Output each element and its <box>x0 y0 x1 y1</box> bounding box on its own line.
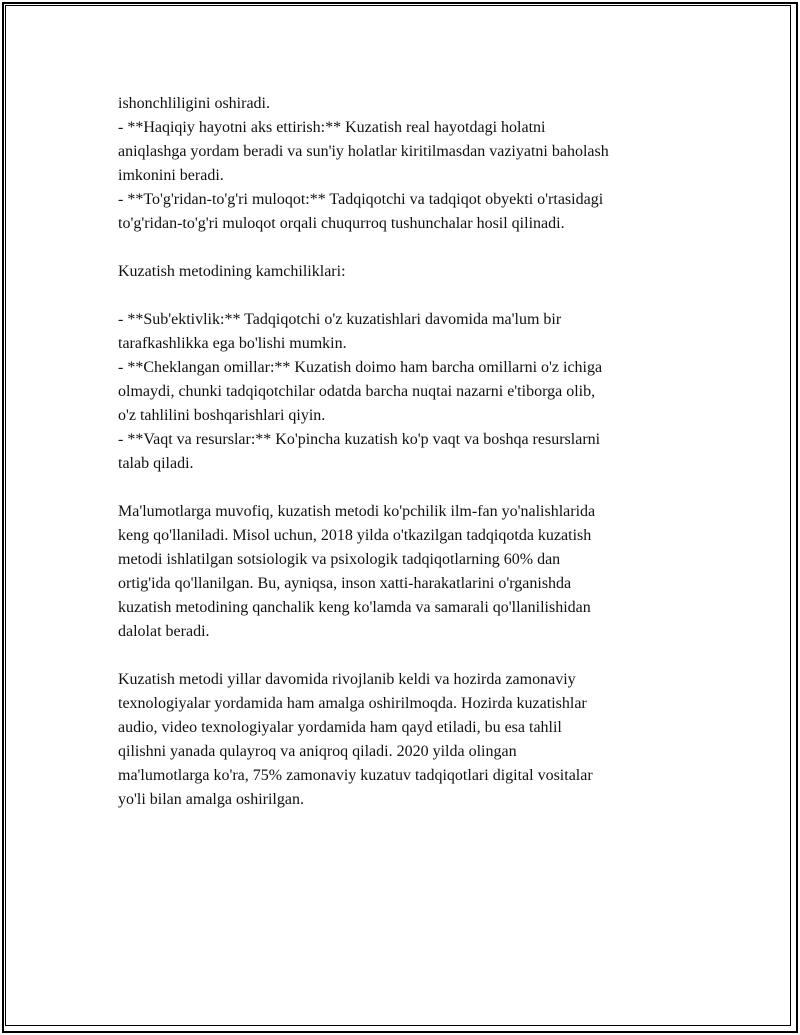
text-line: metodi ishlatilgan sotsiologik va psixologik tadqiqotlarning 60% dan <box>118 551 561 568</box>
text-line: - **To'g'ridan-to'g'ri muloqot:** Tadqiqotchi va tadqiqot obyekti o'rtasidagi <box>118 191 604 208</box>
text-line: ortig'ida qo'llanilgan. Bu, ayniqsa, inson xatti-harakatlarini o'rganishda <box>118 575 572 592</box>
text-line: - **Sub'ektivlik:** Tadqiqotchi o'z kuzatishlari davomida ma'lum bir <box>118 311 562 328</box>
blank-line <box>118 284 718 308</box>
text-line: dalolat beradi. <box>118 623 210 640</box>
text-line: qilishni yanada qulayroq va aniqroq qiladi. 2020 yilda olingan <box>118 743 517 760</box>
text-line: imkonini beradi. <box>118 167 224 184</box>
text-line: olmaydi, chunki tadqiqotchilar odatda barcha nuqtai nazarni e'tiborga olib, <box>118 383 596 400</box>
text-line: talab qiladi. <box>118 455 194 472</box>
text-line: to'g'ridan-to'g'ri muloqot orqali chuqurroq tushunchalar hosil qilinadi. <box>118 215 565 232</box>
text-line: o'z tahlilini boshqarishlari qiyin. <box>118 407 326 424</box>
text-line: - **Vaqt va resurslar:** Ko'pincha kuzatish ko'p vaqt va boshqa resurslarni <box>118 431 601 448</box>
text-line: tarafkashlikka ega bo'lishi mumkin. <box>118 335 347 352</box>
text-line: keng qo'llaniladi. Misol uchun, 2018 yilda o'tkazilgan tadqiqotda kuzatish <box>118 527 592 544</box>
text-line: audio, video texnologiyalar yordamida ham qayd etiladi, bu esa tahlil <box>118 719 562 736</box>
text-line: ishonchliligini oshiradi. <box>118 95 270 112</box>
text-line: Ma'lumotlarga muvofiq, kuzatish metodi ko'pchilik ilm-fan yo'nalishlarida <box>118 503 596 520</box>
text-line: texnologiyalar yordamida ham amalga oshirilmoqda. Hozirda kuzatishlar <box>118 695 587 712</box>
text-line: yo'li bilan amalga oshirilgan. <box>118 791 304 808</box>
blank-line <box>118 644 718 668</box>
text-line: aniqlashga yordam beradi va sun'iy holatlar kiritilmasdan vaziyatni baholash <box>118 143 609 160</box>
text-line: ma'lumotlarga ko'ra, 75% zamonaviy kuzatuv tadqiqotlari digital vositalar <box>118 767 593 784</box>
text-line: - **Haqiqiy hayotni aks ettirish:** Kuzatish real hayotdagi holatni <box>118 119 546 136</box>
document-body <box>118 92 718 812</box>
text-line: kuzatish metodining qanchalik keng ko'lamda va samarali qo'llanilishidan <box>118 599 591 616</box>
text-line: - **Cheklangan omillar:** Kuzatish doimo ham barcha omillarni o'z ichiga <box>118 359 603 376</box>
blank-line <box>118 236 718 260</box>
blank-line <box>118 476 718 500</box>
section-heading: Kuzatish metodining kamchiliklari: <box>118 263 346 280</box>
text-line: Kuzatish metodi yillar davomida rivojlanib keldi va hozirda zamonaviy <box>118 671 576 688</box>
